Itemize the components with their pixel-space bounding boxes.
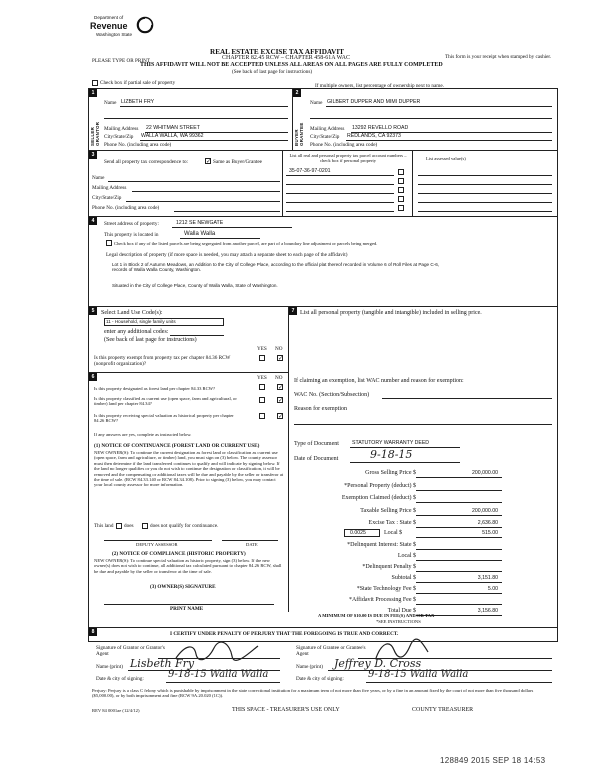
calc-row-label: *Personal Property (deduct) $ bbox=[344, 482, 416, 489]
multiple-owners-note: If multiple owners, list percentage of ownership next to name. bbox=[315, 83, 444, 89]
seller-name[interactable]: LIZBETH FRY bbox=[121, 99, 155, 105]
deputy-assessor-label: DEPUTY ASSESSOR bbox=[136, 542, 178, 547]
parcel-header: List all real and personal property tax parcel account numbers – check box if personal property bbox=[289, 153, 407, 164]
legal-description-label: Legal description of property (if more space is needed, you may attach a separate sheet to each page of the affidavit) bbox=[106, 252, 348, 258]
seller-phone-label: Phone No. (including area code) bbox=[104, 142, 172, 148]
see-back-note: (See back of last page for instructions) bbox=[232, 69, 313, 75]
grantor-date-city-label: Date & city of signing: bbox=[96, 676, 144, 682]
does-not-label: does not qualify for continuance. bbox=[150, 523, 219, 529]
dor-logo-icon bbox=[136, 16, 154, 34]
form-number: REV 84 0001ae (12/4/12) bbox=[92, 708, 140, 713]
calc-row-label: *State Technology Fee $ bbox=[356, 586, 416, 592]
forest-land-question: Is this property designated as forest land per chapter 84.33 RCW? bbox=[94, 386, 216, 391]
historic-question: Is this property receiving special valuation as historical property per chapter 84.26 RCW? bbox=[94, 413, 234, 424]
located-label: This property is located in bbox=[104, 232, 159, 238]
calc-row-label: *Delinquent Penalty $ bbox=[362, 564, 416, 570]
calc-row-label: Subtotal $ bbox=[391, 575, 416, 581]
segregated-label: Check box if any of the listed parcels are being segregated from another parcel, are part of a boundary line adjustment or parcels being merged. bbox=[114, 241, 378, 246]
partial-sale-checkbox[interactable] bbox=[92, 80, 98, 86]
calc-row-label: Local $ bbox=[397, 553, 416, 559]
seller-name-label: Name bbox=[104, 100, 117, 106]
exemption-claim-label: If claiming an exemption, list WAC number and reason for exemption: bbox=[294, 378, 464, 384]
grantor-print-name[interactable]: Lisbeth Fry bbox=[130, 657, 195, 670]
section-4-number: 4 bbox=[89, 217, 97, 225]
treasurer-use-only: THIS SPACE - TREASURER'S USE ONLY bbox=[232, 707, 340, 713]
does-checkbox[interactable] bbox=[116, 523, 122, 529]
current-use-no-checkbox[interactable]: ✓ bbox=[278, 397, 284, 404]
personal-property-checkbox-1[interactable] bbox=[398, 169, 404, 175]
corr-city-label: City/State/Zip bbox=[92, 195, 122, 201]
calc-row-label: Gross Selling Price $ bbox=[365, 470, 416, 476]
segregated-checkbox[interactable] bbox=[106, 240, 112, 246]
exemption-reason-label: Reason for exemption bbox=[294, 406, 347, 412]
local-rate: 0.0025 bbox=[350, 530, 366, 536]
does-not-checkbox[interactable] bbox=[142, 523, 148, 529]
buyer-city-label: City/State/Zip bbox=[310, 134, 340, 140]
print-name-label: PRINT NAME bbox=[170, 606, 204, 612]
section-7-number: 7 bbox=[289, 307, 297, 315]
calc-row-label: Excise Tax : State $ bbox=[368, 520, 416, 526]
not-accepted-note: THIS AFFIDAVIT WILL NOT BE ACCEPTED UNLESS ALL AREAS ON ALL PAGES ARE FULLY COMPLETED bbox=[140, 62, 443, 68]
section-3-number: 3 bbox=[89, 151, 97, 159]
calc-row-value[interactable]: 3,156.80 bbox=[477, 608, 498, 614]
seller-mailing-label: Mailing Address bbox=[104, 126, 139, 132]
dept-line1: Department of bbox=[94, 15, 124, 20]
forest-yes-checkbox[interactable] bbox=[259, 384, 265, 390]
section-2-number: 2 bbox=[293, 89, 301, 97]
street-address[interactable]: 1212 SE NEWGATE bbox=[176, 220, 224, 226]
partial-sale-label: Check box if partial sale of property bbox=[100, 80, 176, 86]
doc-type-label: Type of Document bbox=[294, 441, 339, 447]
historic-no-checkbox[interactable]: ✓ bbox=[278, 413, 284, 420]
notice-compliance-body: NEW OWNER(S): To continue special valuation as historic property, sign (3) below. If the new owner(s) does not wish to continue, all additional tax calculated pursuant to chapter 84.26 RCW, shall be due and payable by the seller or transferor at the time of sale. bbox=[94, 558, 282, 574]
exempt-no-checkbox[interactable]: ✓ bbox=[278, 355, 284, 362]
personal-property-checkbox-3[interactable] bbox=[398, 187, 404, 193]
historic-yes-checkbox[interactable] bbox=[259, 413, 265, 419]
perjury-note: Perjury: Perjury is a class C felony which is punishable by imprisonment in the state correctional institution for a maximum term of not more than five years, or by a fine in an amount fixed by the court of not more than five thousand dollars ($5,000.00), or by both imprisonment and fine (RCW 9A.20.020 (1C)). bbox=[92, 688, 534, 699]
county-treasurer: COUNTY TREASURER bbox=[412, 707, 474, 713]
minimum-due-note: A MINIMUM OF $10.00 IS DUE IN FEE(S) AND/OR TAX bbox=[318, 613, 435, 618]
buyer-name[interactable]: GILBERT DUPPER AND MIMI DUPPER bbox=[327, 99, 421, 105]
please-type: PLEASE TYPE OR PRINT bbox=[92, 58, 150, 64]
seller-mailing[interactable]: 22 WHITMAN STREET bbox=[146, 125, 200, 131]
deputy-date-label: DATE bbox=[246, 542, 258, 547]
parcel-number-1[interactable]: 35-07-36-97-0201 bbox=[289, 168, 331, 174]
calc-row-label: *Delinquent Interest: State $ bbox=[347, 542, 416, 548]
wac-number-label: WAC No. (Section/Subsection) bbox=[294, 392, 370, 398]
corr-name-label: Name bbox=[92, 175, 105, 181]
personal-property-checkbox-5[interactable] bbox=[398, 205, 404, 211]
current-use-question: Is this property classified as current use (open space, farm and agricultural, or timber) land per chapter 84.34? bbox=[94, 396, 237, 407]
section-8-number: 8 bbox=[89, 628, 97, 636]
land-use-value: 11 - Household, single family units bbox=[106, 319, 176, 324]
notice-compliance-title: (2) NOTICE OF COMPLIANCE (HISTORIC PROPERTY) bbox=[112, 551, 246, 557]
section-6-number: 6 bbox=[89, 373, 97, 381]
grantee-signature-label: Signature of Grantee or Grantee's Agent bbox=[296, 645, 366, 657]
s6-yes-header: YES bbox=[257, 375, 267, 381]
buyer-mailing-label: Mailing Address bbox=[310, 126, 345, 132]
recording-stamp: 128849 2015 SEP 18 14:53 bbox=[440, 756, 546, 765]
s6-no-header: NO bbox=[275, 375, 283, 381]
section-1-number: 1 bbox=[89, 89, 97, 97]
local-tax-label: Local $ bbox=[384, 530, 403, 536]
personal-property-checkbox-2[interactable] bbox=[398, 178, 404, 184]
calc-row-value[interactable]: 3,151.80 bbox=[477, 575, 498, 581]
calc-row-label: Exemption Claimed (deduct) $ bbox=[341, 495, 416, 501]
street-address-label: Street address of property: bbox=[104, 221, 159, 227]
receipt-note: This form is your receipt when stamped by cashier. bbox=[445, 54, 552, 60]
calc-row-value[interactable]: 5.00 bbox=[487, 586, 498, 592]
buyer-vertical-label: BUYER GRANTEE bbox=[294, 122, 304, 146]
grantor-name-print-label: Name (print) bbox=[96, 664, 123, 670]
s5-yes-header: YES bbox=[257, 346, 267, 352]
calc-row-value[interactable]: 200,000.00 bbox=[472, 507, 498, 514]
list-personal-property: List all personal property (tangible and intangible) included in selling price. bbox=[300, 310, 482, 316]
see-instructions-note: *SEE INSTRUCTIONS bbox=[376, 619, 421, 624]
form-chapter: CHAPTER 82.45 RCW – CHAPTER 458-61A WAC bbox=[222, 55, 350, 61]
located-in[interactable]: Walla Walla bbox=[184, 231, 216, 237]
doc-date[interactable]: 9-18-15 bbox=[370, 448, 413, 461]
buyer-name-label: Name bbox=[310, 100, 323, 106]
exempt-question: Is this property exempt from property tax per chapter 84.36 RCW (nonprofit organization)? bbox=[94, 355, 231, 367]
same-as-buyer-label: Same as Buyer/Grantee bbox=[213, 159, 262, 165]
doc-type[interactable]: STATUTORY WARRANTY DEED bbox=[352, 440, 430, 446]
notice-continuance-title: (1) NOTICE OF CONTINUANCE (FOREST LAND OR CURRENT USE) bbox=[94, 443, 260, 449]
forest-no-checkbox[interactable]: ✓ bbox=[278, 384, 284, 391]
grantee-print-name[interactable]: Jeffrey D. Cross bbox=[334, 657, 422, 670]
dept-line3: Washington State bbox=[96, 32, 133, 37]
legal-description-2: Situated in the City of College Place, County of Walla Walla, State of Washington. bbox=[112, 283, 278, 288]
legal-description-1: Lot 1 in Block 2 of Autumn Meadows, an Addition to the City of College Place, according to the official plat thereof recorded in Volume 6 of Roll Files at Page C-6, records of Walla Walla County, Washington. bbox=[112, 262, 440, 273]
corr-phone-label: Phone No. (including area code) bbox=[92, 205, 160, 211]
current-use-yes-checkbox[interactable] bbox=[259, 397, 265, 403]
form-title: REAL ESTATE EXCISE TAX AFFIDAVIT bbox=[210, 48, 344, 56]
certify-statement: I CERTIFY UNDER PENALTY OF PERJURY THAT THE FOREGOING IS TRUE AND CORRECT. bbox=[170, 631, 399, 637]
calc-row-value[interactable]: 2,636.80 bbox=[477, 520, 498, 526]
section-5-number: 5 bbox=[89, 307, 97, 315]
does-label: does bbox=[124, 523, 134, 529]
owner-signature-label: (3) OWNER(S) SIGNATURE bbox=[150, 584, 216, 590]
grantor-date-city[interactable]: 9-18-15 Walla Walla bbox=[168, 669, 269, 680]
calc-row-label: Taxable Selling Price $ bbox=[360, 507, 416, 514]
assessed-header: List assessed value(s) bbox=[426, 156, 466, 161]
personal-property-checkbox-4[interactable] bbox=[398, 196, 404, 202]
exempt-yes-checkbox[interactable] bbox=[259, 355, 265, 361]
s5-no-header: NO bbox=[275, 346, 283, 352]
grantee-name-print-label: Name (print) bbox=[296, 664, 323, 670]
seller-vertical-label: SELLER GRANTOR bbox=[90, 121, 100, 146]
buyer-mailing[interactable]: 13292 REVELLO ROAD bbox=[352, 125, 409, 131]
seller-city-label: City/State/Zip bbox=[104, 134, 134, 140]
send-correspondence-label: Send all property tax correspondence to: bbox=[104, 159, 188, 165]
buyer-city[interactable]: REDLANDS, CA 92373 bbox=[347, 133, 401, 139]
grantor-signature-label: Signature of Grantor or Grantor's Agent bbox=[96, 645, 165, 657]
dept-line2: Revenue bbox=[90, 21, 128, 31]
corr-mailing-label: Mailing Address bbox=[92, 185, 127, 191]
land-use-label: Select Land Use Code(s): bbox=[101, 310, 163, 316]
if-yes-note: If any answers are yes, complete as instructed below. bbox=[94, 432, 192, 437]
this-land-label: This land bbox=[94, 523, 114, 529]
land-use-see-back: (See back of last page for instructions) bbox=[104, 337, 197, 343]
grantee-date-city-label: Date & city of signing: bbox=[296, 676, 344, 682]
calc-row-label: Total Due $ bbox=[387, 608, 416, 614]
same-as-buyer-checkbox[interactable]: ✓ bbox=[206, 158, 212, 165]
additional-codes-label: enter any additional codes: bbox=[104, 329, 169, 335]
notice-continuance-body: NEW OWNER(S): To continue the current designation as forest land or classification as current use (open space, farm and agriculture, or timber) land, you must sign on (3) below. The county assessor must then determine if the land transferred continues to qualify and will indicate by signing below. If the land no longer qualifies or you do not wish to continue the designation or classification, it will be removed and the compensating or additional taxes will be due and payable by the seller or transferor at the time of sale. (RCW 84.33.140 or RCW 84.34.108). Prior to signing (3) below, you may contact your local county assessor for more information. bbox=[94, 450, 284, 488]
calc-row-label: *Affidavit Processing Fee $ bbox=[348, 597, 416, 603]
seller-city[interactable]: WALLA WALLA, WA 99362 bbox=[141, 133, 204, 139]
dor-logo bbox=[88, 14, 158, 46]
calc-row-value[interactable]: 200,000.00 bbox=[472, 470, 498, 476]
doc-date-label: Date of Document bbox=[294, 456, 339, 462]
grantee-date-city[interactable]: 9-18-15 Walla Walla bbox=[368, 669, 469, 680]
buyer-phone-label: Phone No. (including area code) bbox=[310, 142, 378, 148]
local-tax-value[interactable]: 515.00 bbox=[482, 530, 498, 536]
